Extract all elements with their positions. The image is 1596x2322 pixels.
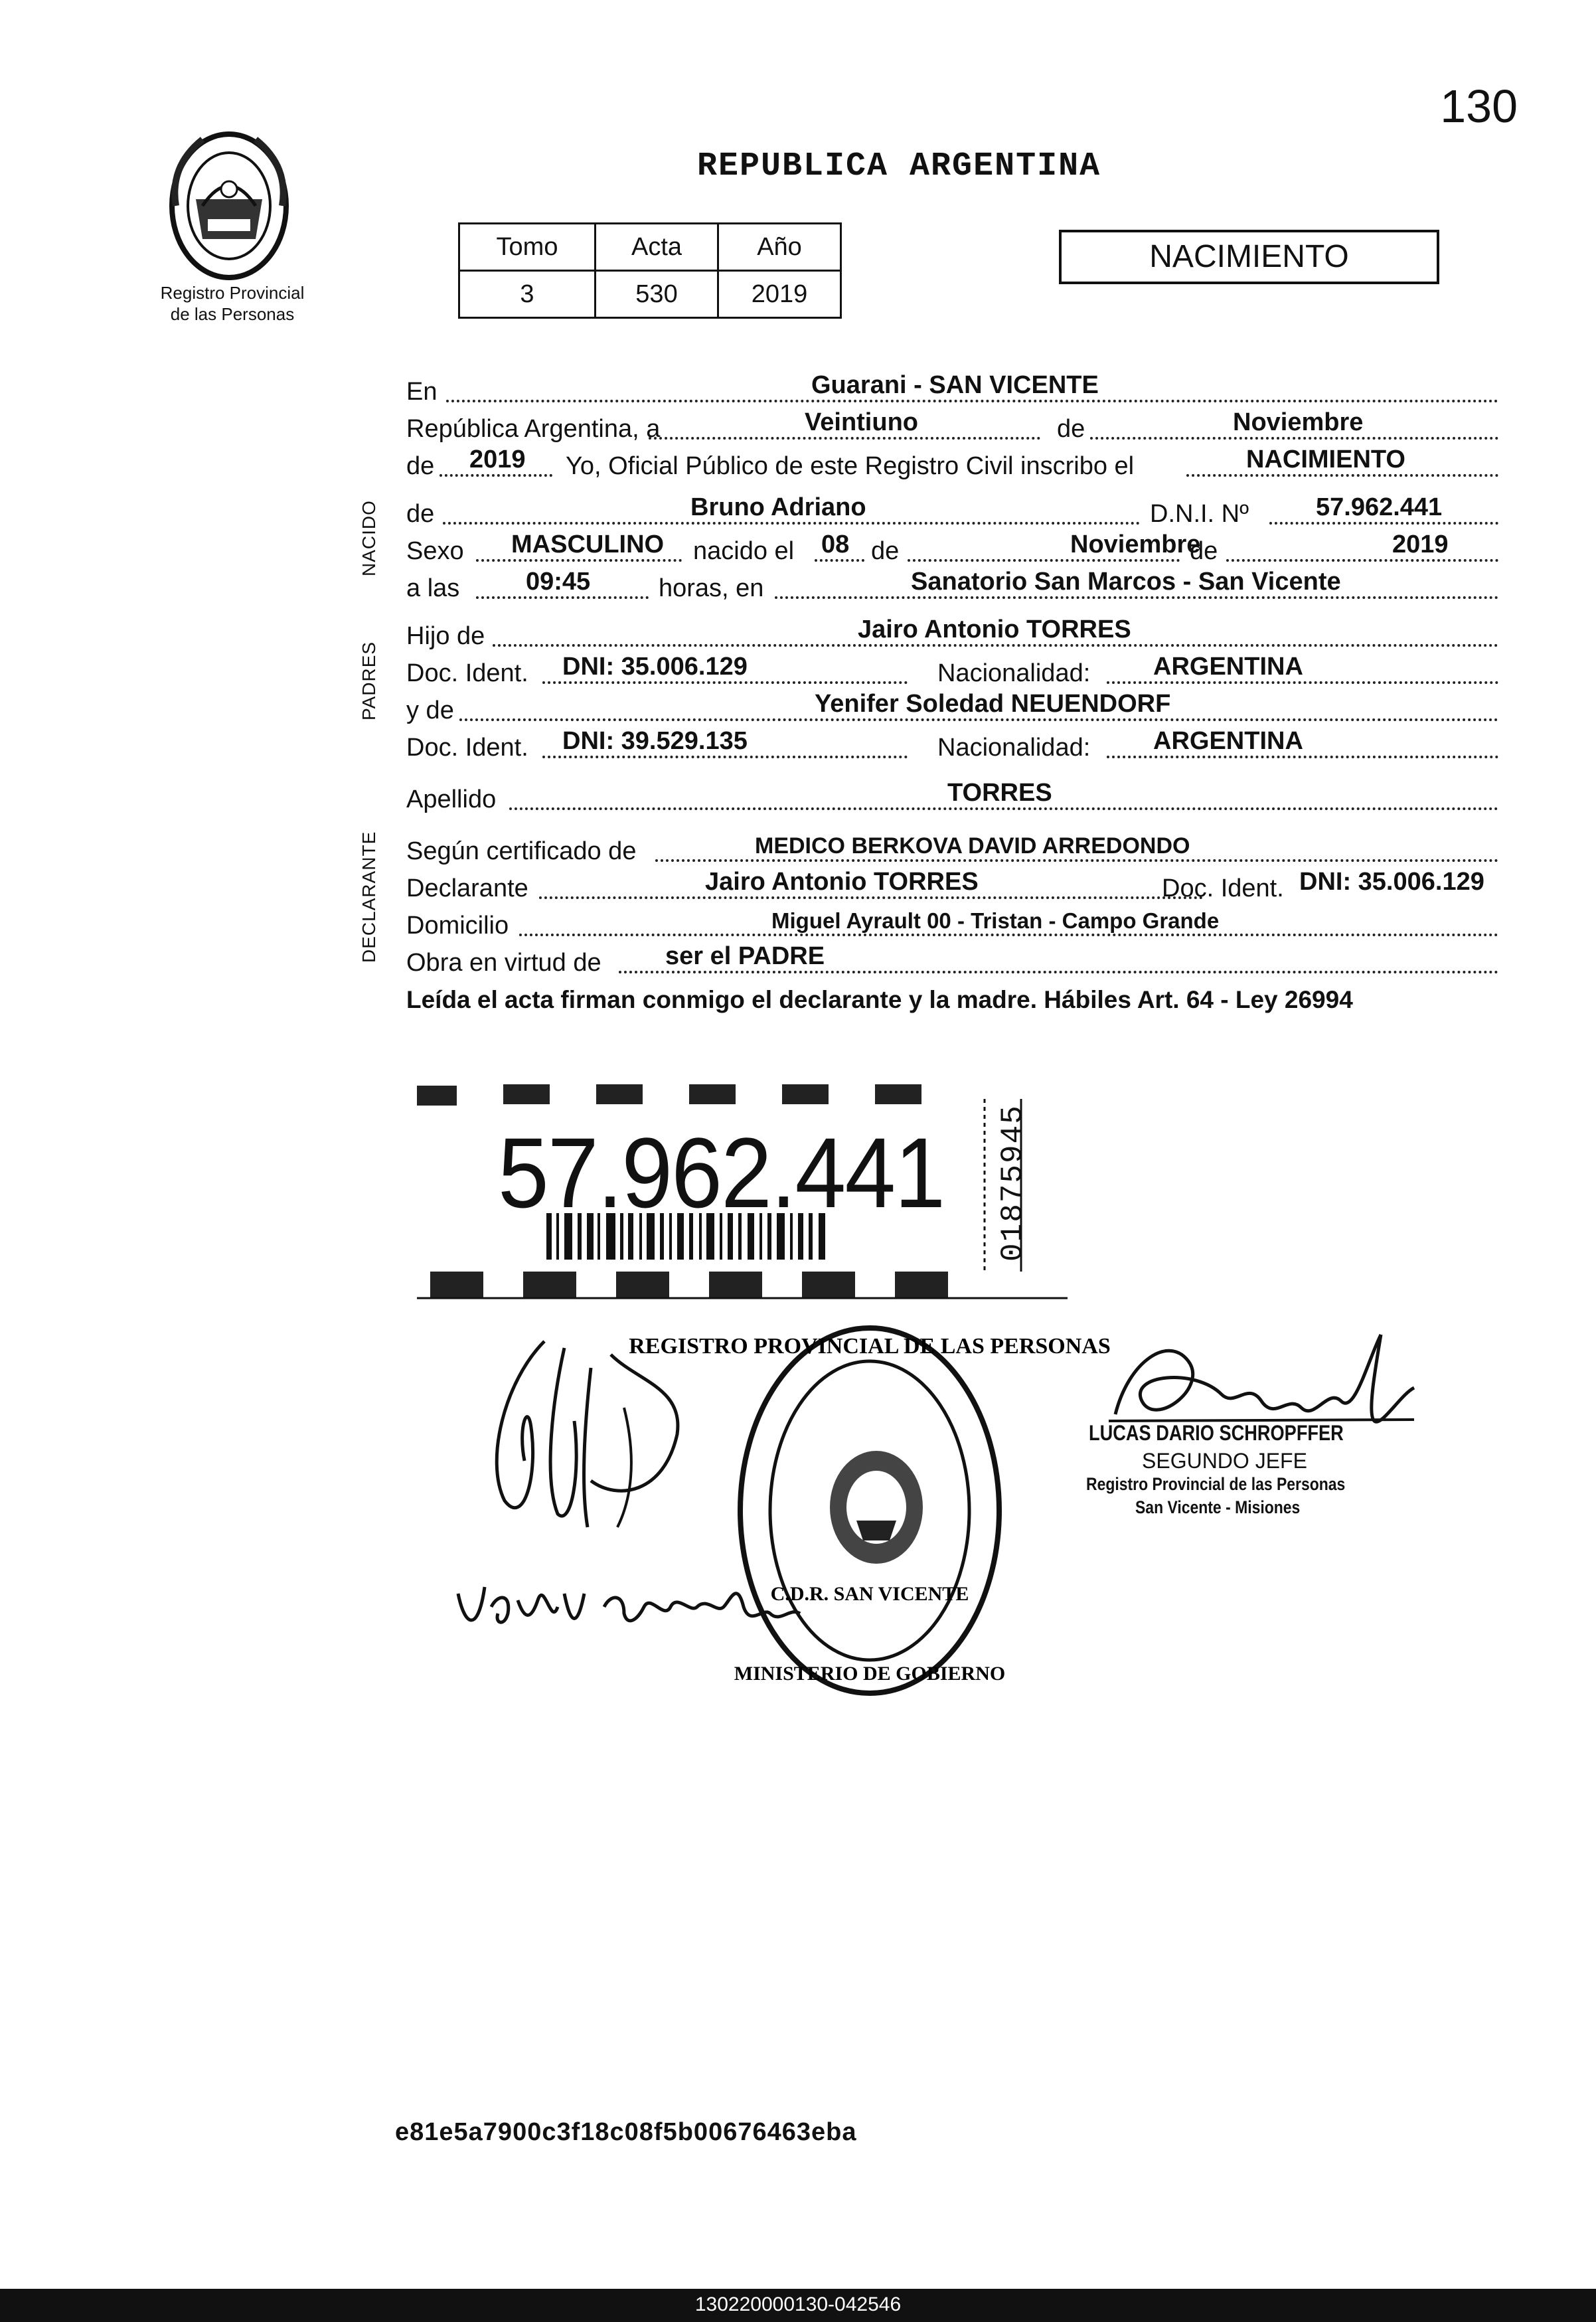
row-padre xyxy=(406,614,1498,651)
row-republica xyxy=(406,406,1498,444)
dotted-line xyxy=(1186,474,1498,477)
dotted-line xyxy=(459,718,1498,721)
dotted-line xyxy=(1226,559,1498,562)
dotted-line xyxy=(649,437,1040,440)
row-apellido xyxy=(406,777,1498,814)
dotted-line xyxy=(443,522,1140,525)
label-oficial: Yo, Oficial Público de este Registro Civil inscribo el xyxy=(566,452,1135,480)
row-madre xyxy=(406,688,1498,725)
value-nacido-dia: 08 xyxy=(821,531,850,558)
side-label-padres: PADRES xyxy=(359,641,379,720)
stamp-bottom-text: MINISTERIO DE GOBIERNO xyxy=(734,1663,1006,1685)
value-sexo: MASCULINO xyxy=(511,531,665,558)
label-nacido: nacido el xyxy=(693,537,795,565)
header-acta: Acta xyxy=(596,224,718,271)
value-tomo: 3 xyxy=(459,271,596,318)
value-nacido-mes: Noviembre xyxy=(1070,531,1201,558)
value-madre-doc: DNI: 39.529.135 xyxy=(562,727,748,755)
label-declarante: Declarante xyxy=(406,874,528,902)
row-padre-doc xyxy=(406,651,1498,688)
stamp-outer-text: REGISTRO PROVINCIAL DE LAS PERSONAS xyxy=(629,1334,1111,1359)
label-obra: Obra en virtud de xyxy=(406,949,601,977)
official-registry: Registro Provincial de las Personas xyxy=(1086,1474,1346,1494)
value-anio: 2019 xyxy=(718,271,841,318)
dotted-line xyxy=(1107,756,1498,758)
value-dni: 57.962.441 xyxy=(1316,493,1443,521)
value-declarante: Jairo Antonio TORRES xyxy=(705,868,979,896)
sticker-dni-number: 57.962.441 xyxy=(498,1117,945,1228)
dotted-line xyxy=(655,859,1498,862)
label-de: de xyxy=(1190,537,1218,565)
header-anio: Año xyxy=(718,224,841,271)
row-oficial xyxy=(406,444,1498,481)
label-nacionalidad: Nacionalidad: xyxy=(937,734,1091,762)
label-nacionalidad: Nacionalidad: xyxy=(937,659,1091,687)
label-doc-ident: Doc. Ident. xyxy=(406,659,528,687)
dotted-line xyxy=(775,596,1498,599)
value-dia: Veintiuno xyxy=(805,408,918,436)
row-certificado xyxy=(406,829,1498,866)
value-madre: Yenifer Soledad NEUENDORF xyxy=(815,690,1171,718)
label-horas-en: horas, en xyxy=(659,574,764,602)
registro-line-1: Registro Provincial xyxy=(160,283,305,303)
registry-table xyxy=(458,222,842,319)
header-tomo: Tomo xyxy=(459,224,596,271)
label-domicilio: Domicilio xyxy=(406,912,509,940)
label-sexo: Sexo xyxy=(406,537,464,565)
acta-type-box: NACIMIENTO xyxy=(1059,230,1439,284)
side-label-declarante: DECLARANTE xyxy=(359,831,379,963)
dotted-line xyxy=(619,971,1498,973)
value-padre-doc: DNI: 35.006.129 xyxy=(562,653,748,681)
dotted-line xyxy=(493,644,1498,647)
dotted-line xyxy=(542,681,908,684)
value-acta: 530 xyxy=(596,271,718,318)
label-de: de xyxy=(871,537,900,565)
row-domicilio xyxy=(406,903,1498,940)
registro-line-2: de las Personas xyxy=(170,304,295,324)
value-nombre: Bruno Adriano xyxy=(690,493,866,521)
official-name: LUCAS DARIO SCHROPFFER xyxy=(1089,1421,1344,1445)
label-y-de: y de xyxy=(406,697,454,724)
official-title: SEGUNDO JEFE xyxy=(1142,1449,1307,1473)
footer-code: 130220000130-042546 xyxy=(694,2293,902,2315)
document-hash: e81e5a7900c3f18c08f5b00676463eba xyxy=(395,2118,857,2146)
value-madre-nacionalidad: ARGENTINA xyxy=(1153,727,1303,755)
official-stamp xyxy=(629,1321,1111,1700)
label-de: de xyxy=(406,500,435,528)
label-republica: República Argentina, a xyxy=(406,415,661,443)
row-madre-doc xyxy=(406,725,1498,762)
dotted-line xyxy=(439,474,552,477)
label-a-las: a las xyxy=(406,574,460,602)
dotted-line xyxy=(446,400,1498,402)
label-doc-ident: Doc. Ident. xyxy=(406,734,528,762)
value-obra: ser el PADRE xyxy=(665,942,825,970)
dotted-line xyxy=(476,596,649,599)
registry-table-values xyxy=(459,271,841,318)
dotted-line xyxy=(539,896,1203,899)
label-doc-ident: Doc. Ident. xyxy=(1162,874,1284,902)
side-label-nacido: NACIDO xyxy=(359,500,379,576)
sticker-serial: 01875945 xyxy=(996,1104,1030,1262)
dotted-line xyxy=(509,807,1498,810)
dotted-line xyxy=(1090,437,1498,440)
provincia-misiones-logo xyxy=(163,126,295,286)
row-en xyxy=(406,369,1498,406)
value-mes: Noviembre xyxy=(1233,408,1364,436)
label-certificado: Según certificado de xyxy=(406,837,637,865)
value-padre-nacionalidad: ARGENTINA xyxy=(1153,653,1303,681)
value-anio-inscripcion: 2019 xyxy=(469,446,526,473)
value-lugar-inscripcion: Guarani - SAN VICENTE xyxy=(811,371,1099,399)
row-sexo xyxy=(406,529,1498,566)
value-lugar-nacimiento: Sanatorio San Marcos - San Vicente xyxy=(911,568,1341,596)
label-hijo-de: Hijo de xyxy=(406,622,485,650)
row-nombre xyxy=(406,491,1498,529)
value-inscribo: NACIMIENTO xyxy=(1246,446,1405,473)
page-number: 130 xyxy=(1440,80,1518,132)
row-declarante xyxy=(406,866,1498,903)
label-en: En xyxy=(406,378,438,406)
value-certificado: MEDICO BERKOVA DAVID ARREDONDO xyxy=(755,833,1190,859)
dotted-line xyxy=(476,559,682,562)
value-declarante-doc: DNI: 35.006.129 xyxy=(1299,868,1484,896)
dotted-line xyxy=(542,756,908,758)
dotted-line xyxy=(519,934,1498,936)
value-apellido: TORRES xyxy=(947,779,1052,807)
value-padre: Jairo Antonio TORRES xyxy=(858,616,1131,643)
label-de: de xyxy=(1057,415,1085,443)
dotted-line xyxy=(815,559,864,562)
registry-table-header xyxy=(459,224,841,271)
dotted-line xyxy=(1269,522,1498,525)
dotted-line xyxy=(908,559,1180,562)
value-domicilio: Miguel Ayrault 00 - Tristan - Campo Grande xyxy=(771,908,1220,933)
registro-provincial-caption xyxy=(136,282,329,325)
row-obra xyxy=(406,940,1498,977)
value-hora: 09:45 xyxy=(526,568,591,596)
official-location: San Vicente - Misiones xyxy=(1135,1497,1301,1517)
label-apellido: Apellido xyxy=(406,786,497,813)
row-hora xyxy=(406,566,1498,603)
closing-statement: Leída el acta firman conmigo el declarante y la madre. Hábiles Art. 64 - Ley 26994 xyxy=(406,986,1353,1013)
value-nacido-anio: 2019 xyxy=(1392,531,1449,558)
page-title: REPUBLICA ARGENTINA xyxy=(697,147,1101,185)
stamp-inner-text: C.D.R. SAN VICENTE xyxy=(770,1583,969,1605)
label-dni: D.N.I. Nº xyxy=(1150,500,1249,528)
dotted-line xyxy=(1107,681,1498,684)
label-de: de xyxy=(406,452,435,480)
